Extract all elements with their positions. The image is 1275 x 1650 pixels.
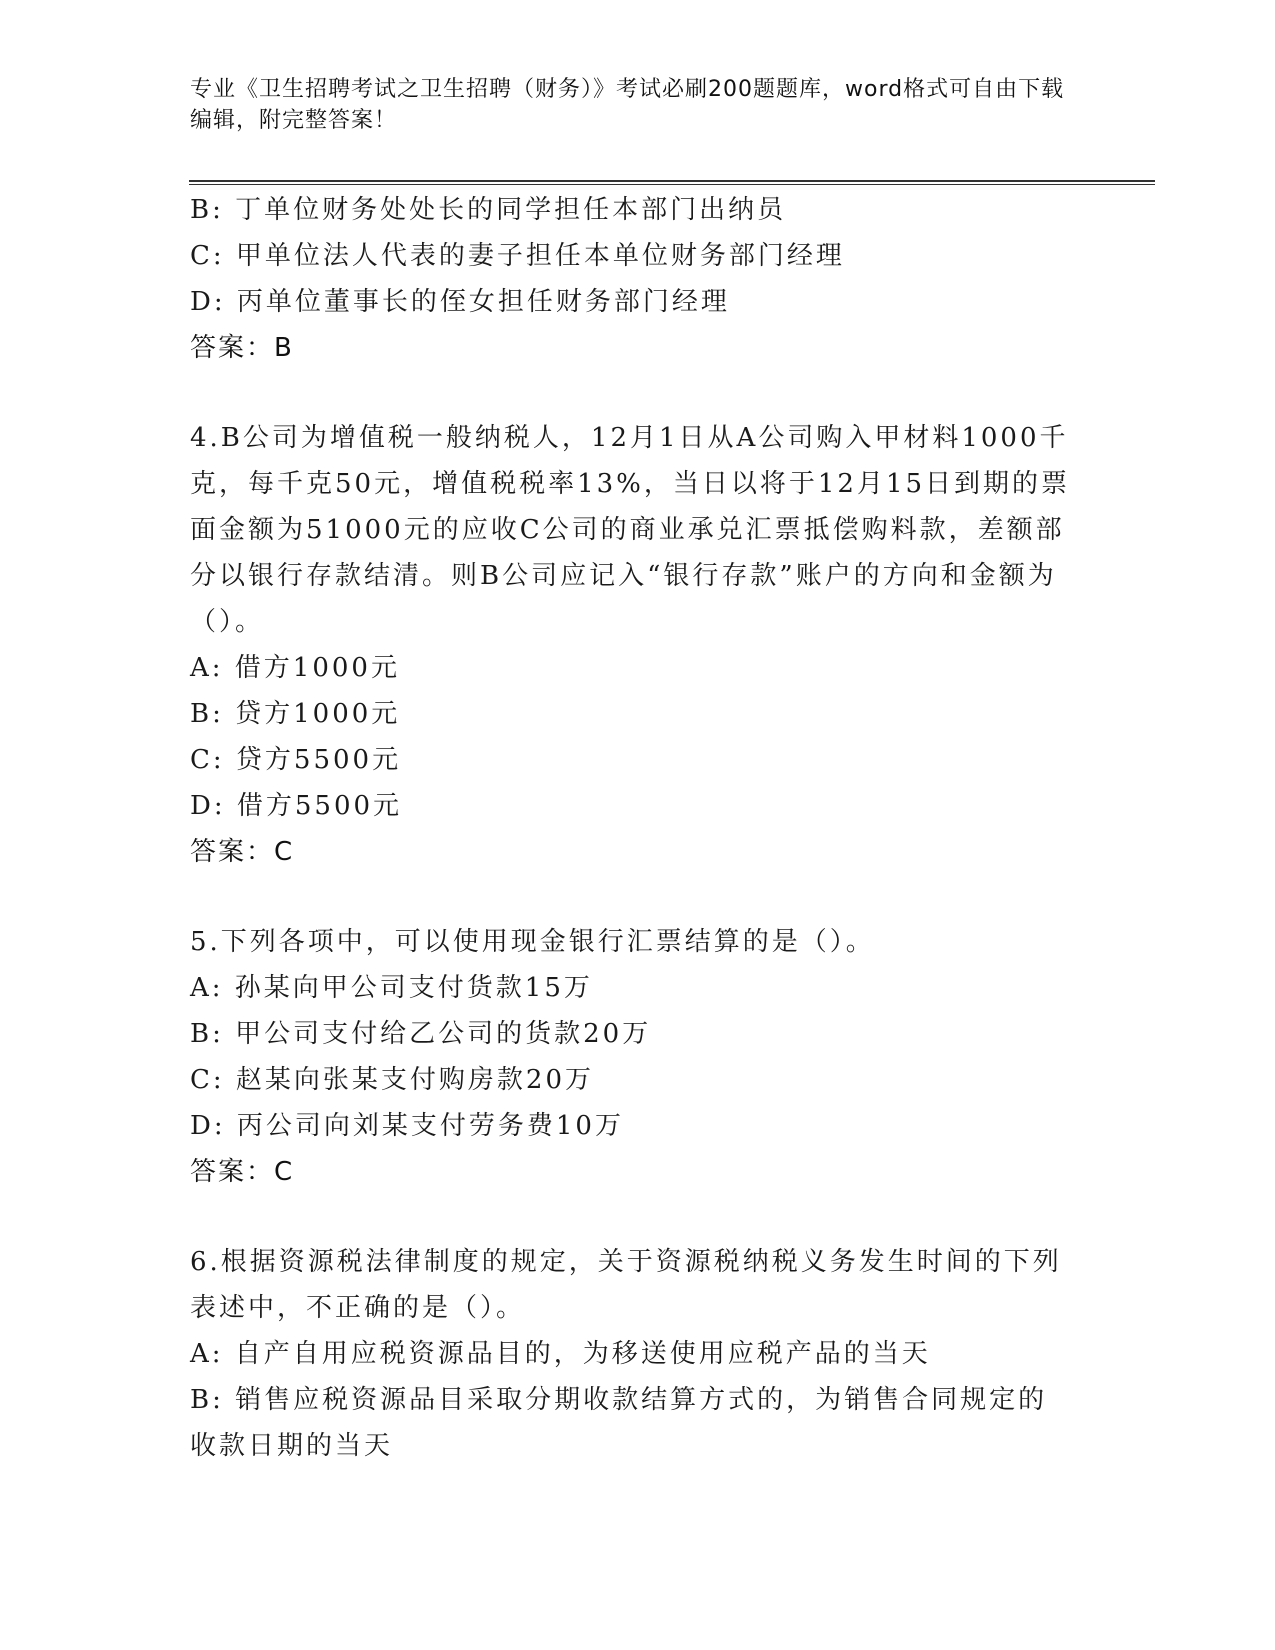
header-title: 专业《卫生招聘考试之卫生招聘（财务）》考试必刷200题题库，word格式可自由下载编辑，附完整答案！: [190, 77, 1065, 133]
question-6: [190, 1239, 1090, 1469]
option-d: D: 丙单位董事长的侄女担任财务部门经理: [190, 287, 730, 317]
option-a: A: 借方1000元: [190, 653, 400, 683]
option-b: B: 甲公司支付给乙公司的货款20万: [190, 1019, 652, 1049]
answer: 答案：C: [190, 1157, 295, 1187]
document-body: [190, 187, 1090, 1469]
spacer: [190, 371, 1090, 415]
question-stem: 6.根据资源税法律制度的规定，关于资源税纳税义务发生时间的下列表述中，不正确的是（）。: [190, 1247, 1062, 1323]
question-4: [190, 415, 1090, 875]
question-stem: 5.下列各项中，可以使用现金银行汇票结算的是（）。: [190, 927, 875, 957]
option-c: C: 甲单位法人代表的妻子担任本单位财务部门经理: [190, 241, 845, 271]
page-header: [190, 74, 1070, 136]
option-a: A: 孙某向甲公司支付货款15万: [190, 973, 593, 1003]
option-b: B: 丁单位财务处处长的同学担任本部门出纳员: [190, 195, 787, 225]
option-d: D: 丙公司向刘某支付劳务费10万: [190, 1111, 624, 1141]
header-divider: [189, 180, 1155, 185]
option-d: D: 借方5500元: [190, 791, 403, 821]
option-a: A: 自产自用应税资源品目的，为移送使用应税产品的当天: [190, 1339, 931, 1369]
question-stem: 4.B公司为增值税一般纳税人，12月1日从A公司购入甲材料1000千克，每千克50元，增值税税率13%，当日以将于12月15日到期的票面金额为51000元的应收C公司的商业承兑汇票抵偿购料款，差额部分以银行存款结清。则B公司应记入“银行存款”账户的方向和金额为（）。: [190, 423, 1071, 637]
option-c: C: 赵某向张某支付购房款20万: [190, 1065, 595, 1095]
spacer: [190, 875, 1090, 919]
answer: 答案：C: [190, 837, 295, 867]
option-c: C: 贷方5500元: [190, 745, 402, 775]
answer: 答案：B: [190, 333, 294, 363]
option-b: B: 销售应税资源品目采取分期收款结算方式的，为销售合同规定的收款日期的当天: [190, 1385, 1048, 1461]
spacer: [190, 1195, 1090, 1239]
question-5: [190, 919, 1090, 1195]
option-b: B: 贷方1000元: [190, 699, 401, 729]
question-3: [190, 187, 1090, 371]
